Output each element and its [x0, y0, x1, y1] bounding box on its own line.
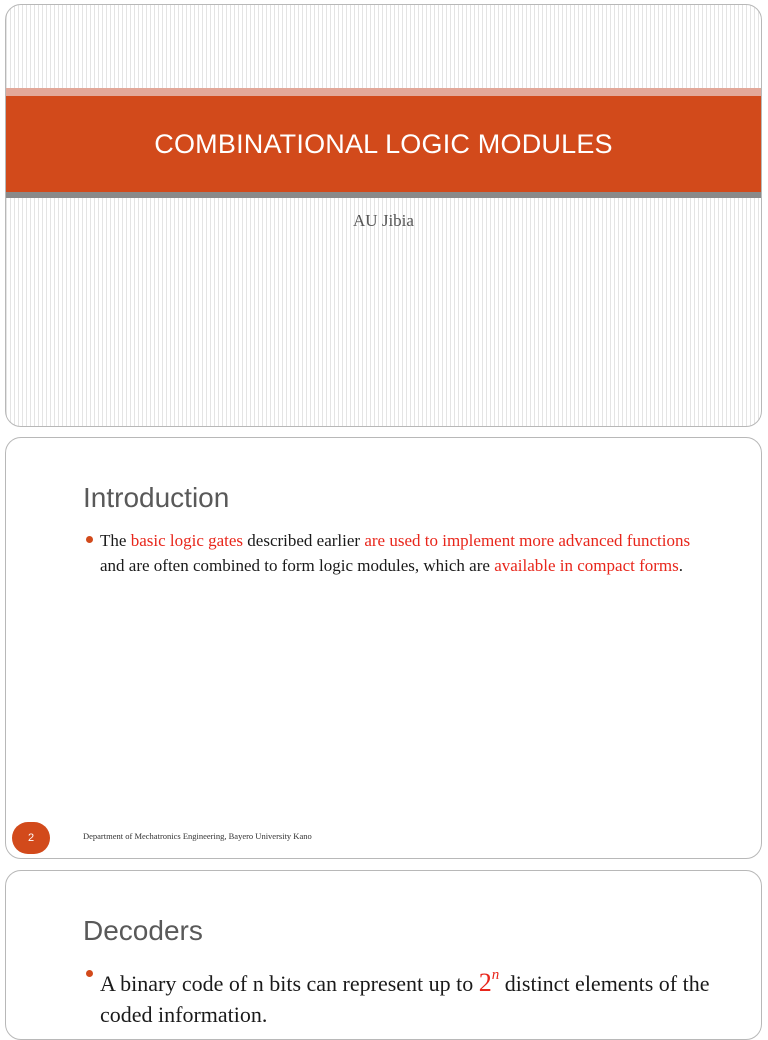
highlighted-text: basic logic gates	[130, 531, 244, 550]
title-bar	[6, 96, 761, 192]
bullet-text: .	[678, 556, 684, 575]
title-slide	[5, 4, 762, 427]
presentation-title: COMBINATIONAL LOGIC MODULES	[154, 128, 613, 159]
bullet-text: The	[100, 531, 131, 550]
bullet-dot-icon	[86, 970, 93, 977]
bullet-point	[100, 528, 715, 578]
bullet-text: and are often combined to form logic modules, which are	[100, 556, 495, 575]
introduction-slide	[5, 437, 762, 859]
page-number: 2	[27, 832, 35, 844]
bullet-text: described earlier	[243, 531, 365, 550]
math-base: 2	[478, 968, 492, 997]
slide-footer: Department of Mechatronics Engineering, Bayero University Kano	[83, 831, 312, 841]
slide-heading: Introduction	[83, 482, 230, 513]
page-number-badge	[12, 822, 50, 854]
bullet-text: A binary code of n bits can represent up to	[100, 971, 479, 996]
author-name: AU Jibia	[353, 211, 414, 230]
highlighted-text: available in compact forms	[494, 556, 679, 575]
slide-heading: Decoders	[83, 915, 203, 946]
math-exponent: n	[491, 967, 500, 983]
decoders-slide	[5, 870, 762, 1040]
title-bar-top-stripe	[6, 88, 761, 96]
highlighted-text: are used to implement more advanced functions	[364, 531, 691, 550]
bullet-dot-icon	[86, 536, 93, 543]
title-bar-bottom-stripe	[6, 192, 761, 198]
bullet-point	[100, 960, 740, 1030]
bullet-text: distinct elements of the coded information.	[100, 971, 710, 1027]
